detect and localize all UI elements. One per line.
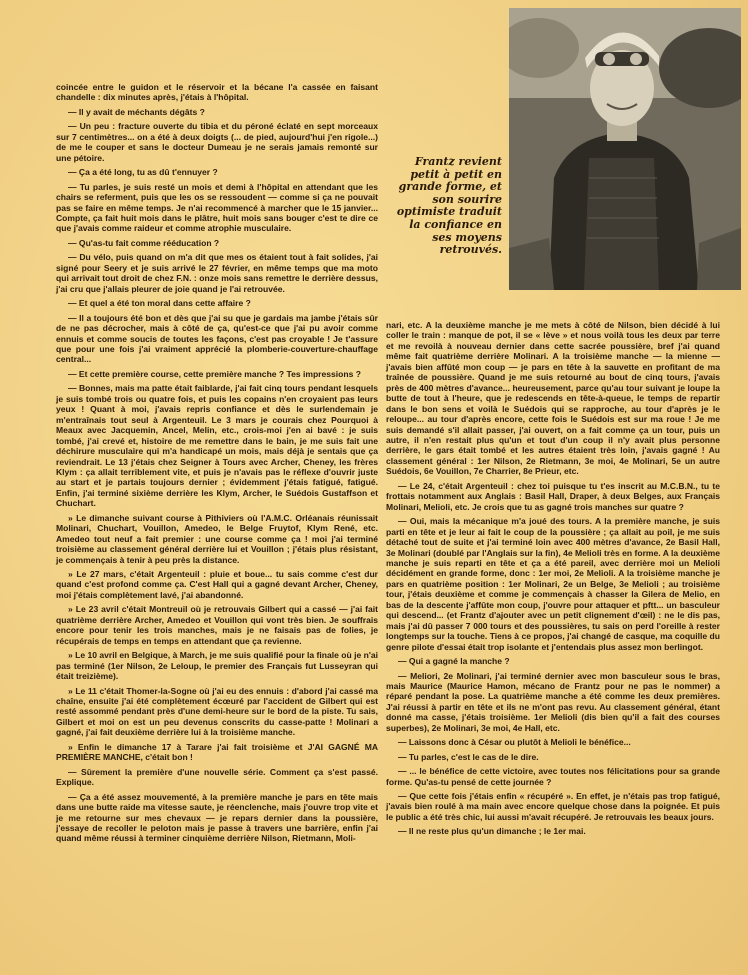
paragraph: coincée entre le guidon et le réservoir et la bécane l'a cassée en faisant chandelle : dix minutes après, j'étais à l'hôpital. bbox=[56, 82, 378, 103]
paragraph: » Le dimanche suivant course à Pithiviers où l'A.M.C. Orléanais réunissait Molinari, Chuchart, Vouillon, Amedeo, le Belge Fruytof, Klym René, etc. Amedeo tout neuf a fait premier : une course comme ça ! moi j'ai terminé troisième au classement général derrière lui et Vouillon ; j'étais plus résistant, je commençais à tenir à peu près la distance. bbox=[56, 512, 378, 565]
paragraph: — Meliori, 2e Molinari, j'ai terminé dernier avec mon basculeur sous le bras, mais Maurice (Maurice Hamon, mécano de Frantz pour ne pas le nommer) a réparé pendant la pose. La quatrième manche a été comme les deux premières. J'ai réussi à partir en tête et ils ne m'ont pas revu. Au classement général, étant donné ma casse, j'étais troisième. 1er Melioli (dis bien qu'il a fait des courses superbes), 2e Molinari, 3e moi, 4e Hall, etc. bbox=[386, 670, 720, 733]
paragraph: — Et quel a été ton moral dans cette affaire ? bbox=[68, 298, 251, 309]
paragraph: » Enfin le dimanche 17 à Tarare j'ai fait troisième et J'AI GAGNÉ MA PREMIÈRE MANCHE, c'était bon ! bbox=[56, 741, 378, 763]
paragraph: » Le 23 avril c'était Montreuil où je retrouvais Gilbert qui a cassé — j'ai fait quatrième derrière Archer, Amedeo et Vouillon qui vont très bien. Je souffrais encore pour tenir les trois manches, mais je ne faisais pas de folies, je récupérais de temps en temps en attendant que ça revienne. bbox=[56, 604, 378, 646]
paragraph: — Que cette fois j'étais enfin « récupéré ». En effet, je n'étais pas trop fatigué, j'avais bien roulé à ma main avec encore quelque chose dans la poignée. Et puis le public a été très chic, lui aussi m'avait récupéré. Je retrouvais les beaux jours. bbox=[386, 791, 720, 822]
paragraph: — Qui a gagné la manche ? bbox=[398, 656, 510, 667]
paragraph: — Du vélo, puis quand on m'a dit que mes os étaient tout à fait solides, j'ai signé pour Seery et je suis arrivé le 27 février, en même temps que ma moto qui arrivait tout droit de chez F.N. : onze mois sans remettre le derrière dessus, j'ai cru que j'allais pleurer de joie quand je l'ai retrouvée. bbox=[56, 252, 378, 294]
paragraph: — Le 24, c'était Argenteuil : chez toi puisque tu t'es inscrit au M.C.B.N., tu te frottais notamment aux Anglais : Basil Hall, Draper, à deux Belges, aux Français Molinari, Melioli, etc. Je crois que tu as gagné trois manches sur quatre ? bbox=[386, 480, 720, 512]
paragraph: — Et cette première course, cette première manche ? Tes impressions ? bbox=[68, 368, 361, 379]
paragraph: — Ça a été assez mouvementé, à la première manche je pars en tête mais dans une butte raide ma vitesse saute, je réenclenche, mais j'ouvre trop vite et je me retourne sur mes chevaux — je repars dernier dans la poussière, j'essaye de recoller le peloton mais je passe à travers une barrière, enfin j'ai quand même réussi à terminer cinquième derrière Nilson, Rietmann, Moli- bbox=[56, 791, 378, 844]
article-column-right bbox=[386, 320, 720, 841]
photo-caption: Frantz revient petit à petit en grande forme, et son sourire optimiste traduit la confiance en ses moyens retrouvés. bbox=[396, 155, 502, 257]
paragraph: » Le 10 avril en Belgique, à March, je me suis qualifié pour la finale où je n'ai pas terminé (1er Nilson, 2e Leloup, le premier des Français fut Lusseyran qui était treizième). bbox=[56, 650, 378, 682]
paragraph: — Qu'as-tu fait comme rééducation ? bbox=[68, 237, 220, 248]
paragraph: » Le 11 c'était Thomer-la-Sogne où j'ai eu des ennuis : d'abord j'ai cassé ma chaîne, ensuite j'ai été complètement écœuré par l'accident de Gilbert qui est resté assommé pendant près d'une demi-heure sur le bord de la piste. Tu sais, Gilbert et moi on est un peu devenus conscrits du casse-patte ! Molinari a gagné, j'ai fait deuxième derrière lui à la troisième manche. bbox=[56, 685, 378, 738]
paragraph: — Oui, mais la mécanique m'a joué des tours. A la première manche, je suis parti en tête et je leur ai fait le coup de la poussière ; ça allait au poil, je me suis détaché tout de suite et j'ai terminé loin avec 400 mètres d'avance, 2e Basil Hall, 3e Molinari (doublé par l'Anglais sur la fin), 4e Melioli très en forme. A la deuxième manche je suis reparti en tête et ça a été pareil, avec derrière moi un Melioli décidément en grande forme, donc : 1er moi, 2e Melioli. A la troisième manche je pars en quatrième position : 1er Molinari, 2e un Belge, 3e Melioli ; au troisième tour, j'étais deuxième et comme je commençais à chasser la Gilera de Melio, en bas de la descente j'affûte mon coup, j'ouvre pour attaquer et pftt... un basculeur qui descend... (et Frantz d'ajouter avec un petit clignement d'œil) : ne le dis pas, mais j'ai dû passer 7 000 tours et des poussières, tu sais on perd l'oreille à rester longtemps sur la touche. Tiens à ce propos, j'ai changé de casque, ma coquille du genre pilote d'essai était trop isolante et j'entendais plus assez mon berlingot. bbox=[386, 516, 720, 652]
rider-photo bbox=[509, 8, 741, 290]
paragraph: — Tu parles, je suis resté un mois et demi à l'hôpital en attendant que les chairs se referment, puis que les os se ressoudent — comme si ça ne pouvait pas se faire en même temps. Je n'ai recommencé à marcher que le 15 janvier... Compte, ça fait huit mois dans le plâtre, huit mois sans bouger c'est te dire ce que j'avais comme raideur et comme atrophie musculaire. bbox=[56, 181, 378, 234]
paragraph: — Un peu : fracture ouverte du tibia et du péroné éclaté en sept morceaux sur 7 centimètres... on a été à deux doigts (... de pied, aujourd'hui j'en rigole...) de me le couper et sans le docteur Dumeau je ne serais jamais remonté sur une pétoire. bbox=[56, 121, 378, 163]
paragraph: nari, etc. A la deuxième manche je me mets à côté de Nilson, bien décidé à lui coller le train : manque de pot, il se « lève » et nous voilà tous les deux par terre et me revoilà à nouveau dernier dans cette sacrée poussière, bref j'ai quand même fait quatrième derrière Molinari. A la troisième manche — la mienne — j'avais bien affûté mon coup — je pars en tête à la sauvette en profitant de ma traînée de poussière. Quand je me suis retourné au bout de cinq tours, j'avais près de 400 mètres d'avance... heureusement, parce qu'au tour suivant je loupe la butte de tout à l'heure, que je redescends en tête-à-queue, le temps de repartir dans le bon sens et voilà le Suédois qui se rapproche, au tour d'après je le reloupe... au tour d'après encore, cette fois le Suédois est sur ma roue ! Je me suis demandé s'il allait passer, j'ai ouvert, on a fait comme ça un tour, puis un autre, il n'en restait plus qu'un et tout d'un coup il n'y avait plus personne derrière, le gars était tombé et les autres étaient très loin, j'avais gagné ! Au classement général : 1er Nilson, 2e Rietmann, 3e moi, 4e Molinari, 5e un autre Suédois, 6e Vouillon, 7e Charrier, 8e Prieur, etc. bbox=[386, 320, 720, 477]
paragraph: — ... le bénéfice de cette victoire, avec toutes nos félicitations pour sa grande forme. Qu'as-tu pensé de cette journée ? bbox=[386, 766, 720, 787]
paragraph: — Laissons donc à César ou plutôt à Melioli le bénéfice... bbox=[398, 737, 631, 748]
paragraph: — Il y avait de méchants dégâts ? bbox=[68, 106, 205, 117]
paragraph: — Sûrement la première d'une nouvelle série. Comment ça s'est passé. Explique. bbox=[56, 766, 378, 788]
article-column-left bbox=[56, 82, 378, 848]
paragraph: — Bonnes, mais ma patte était faiblarde, j'ai fait cinq tours pendant lesquels je suis tombé trois ou quatre fois, et puis les copains n'en croyaient pas leurs yeux ! Quant à moi, j'avais repris confiance et dès le surlendemain je m'entraînais tout seul à Argenteuil. Le 3 mars je courais chez Pourquoi à Meaux avec Jacquemin, Ancel, Melin, etc., crois-moi j'en ai bavé : je suis tombé, j'ai crevé et, histoire de me remettre dans le bain, je me suis fait une déchirure musculaire qui m'a handicapé un mois, mais déjà je sentais que ça reviendrait. Le 13 j'étais chez Seigner à Tours avec Archer, Cheney, les frères Klym : ça allait terriblement vite, et puis je n'avais pas le réflexe d'ouvrir juste au start et je partais toujours dernier ; évidemment j'étais fatigué, fatigué. Enfin, j'ai terminé sixième derrière les Klym, Archer, le Suédois Gustaffson et Chuchart. bbox=[56, 383, 378, 509]
paragraph: — Tu parles, c'est le cas de le dire. bbox=[398, 751, 539, 762]
paragraph: » Le 27 mars, c'était Argenteuil : pluie et boue... tu sais comme c'est dur quand c'est profond comme ça. C'est Hall qui a gagné devant Archer, Cheney, moi j'étais complètement lavé, j'ai abandonné. bbox=[56, 569, 378, 600]
paragraph: — Ça a été long, tu as dû t'ennuyer ? bbox=[68, 167, 218, 178]
rider-photo-icon bbox=[509, 8, 741, 290]
paragraph: — Il ne reste plus qu'un dimanche ; le 1er mai. bbox=[398, 826, 586, 837]
paragraph: — Il a toujours été bon et dès que j'ai su que je gardais ma jambe j'étais sûr de ne pas décrocher, mais à côté de ça, qu'est-ce que j'ai pu avoir comme ennuis et comme soucis de toutes les façons, c'est pas croyable ! Je t'assure que pour une fois j'ai vraiment apprécié la plomberie-couverture-chauffage central... bbox=[56, 312, 378, 365]
